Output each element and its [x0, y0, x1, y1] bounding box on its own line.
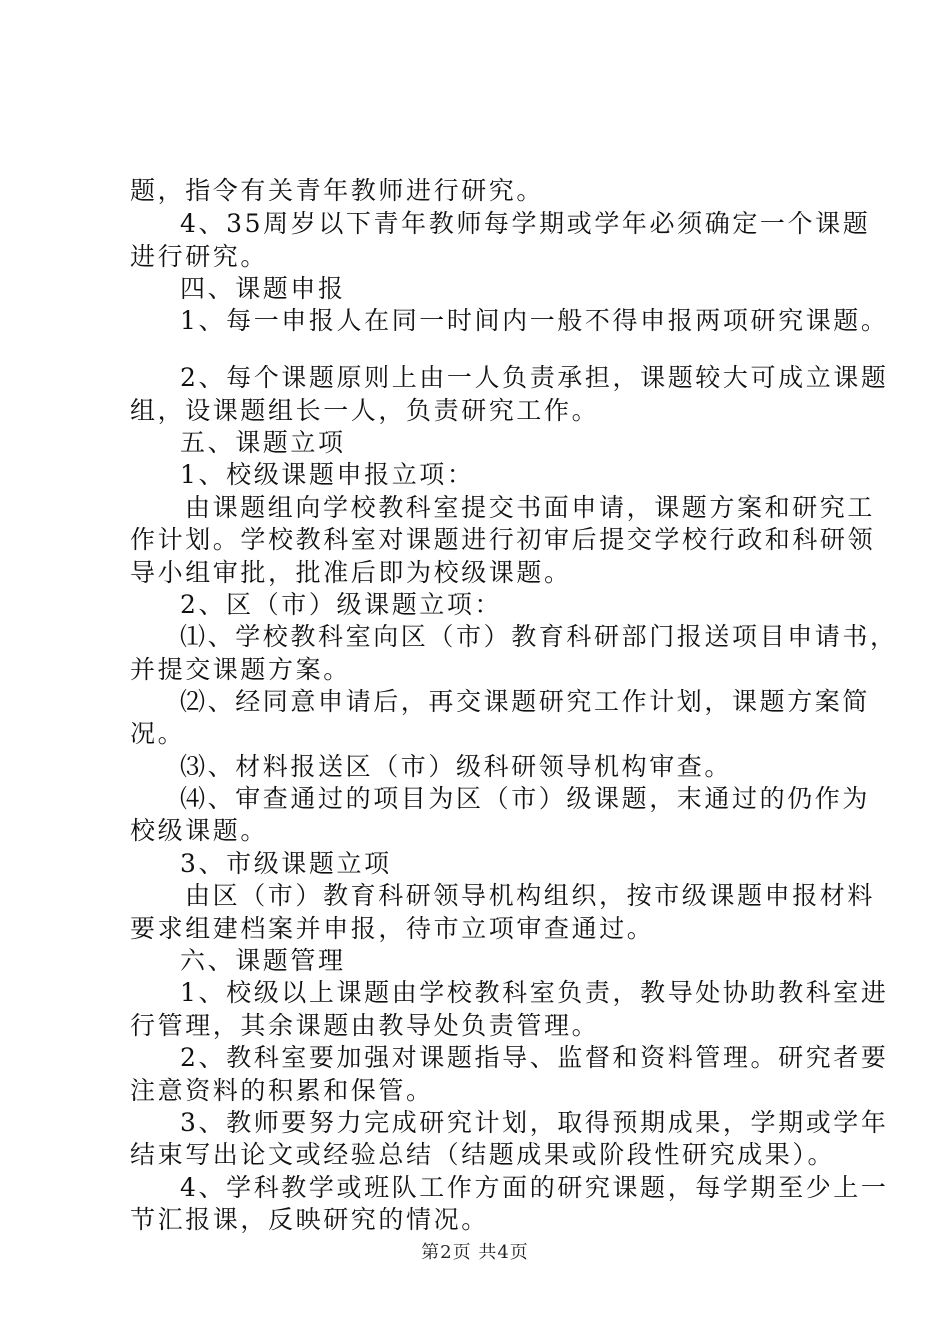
text-line: 由课题组向学校教科室提交书面申请，课题方案和研究工 — [185, 493, 876, 522]
text-line: 由区（市）教育科研领导机构组织，按市级课题申报材料 — [185, 881, 876, 910]
text-line: 行管理，其余课题由教导处负责管理。 — [130, 1011, 600, 1040]
text-line: 注意资料的积累和保管。 — [130, 1076, 434, 1105]
text-line: 结束写出论文或经验总结（结题成果或阶段性研究成果）。 — [130, 1140, 836, 1169]
text-line: ⑴、学校教科室向区（市）教育科研部门报送项目申请书， — [180, 622, 898, 651]
text-line: 3、市级课题立项 — [180, 849, 392, 878]
page-number-footer: 第2页 共4页 — [421, 1242, 529, 1263]
text-line: 3、教师要努力完成研究计划，取得预期成果，学期或学年 — [180, 1108, 889, 1137]
text-line: 2、教科室要加强对课题指导、监督和资料管理。研究者要 — [180, 1043, 889, 1072]
text-line: ⑵、经同意申请后，再交课题研究工作计划，课题方案简 — [180, 687, 871, 716]
text-line: 导小组审批，批准后即为校级课题。 — [130, 558, 572, 587]
text-line: 节汇报课，反映研究的情况。 — [130, 1205, 489, 1234]
text-line: 题，指令有关青年教师进行研究。 — [130, 176, 545, 205]
text-line: 4、35周岁以下青年教师每学期或学年必须确定一个课题 — [180, 209, 871, 238]
text-line: 2、区（市）级课题立项： — [180, 590, 503, 619]
text-line: 4、学科教学或班队工作方面的研究课题，每学期至少上一 — [180, 1173, 889, 1202]
text-line: ⑶、材料报送区（市）级科研领导机构审查。 — [180, 752, 733, 781]
text-line: 校级课题。 — [130, 816, 269, 845]
text-line: 组，设课题组长一人，负责研究工作。 — [130, 396, 600, 425]
text-line: 要求组建档案并申报，待市立项审查通过。 — [130, 914, 655, 943]
text-line: 作计划。学校教科室对课题进行初审后提交学校行政和科研领 — [130, 525, 876, 554]
text-line: 并提交课题方案。 — [130, 655, 351, 684]
section-heading: 六、课题管理 — [180, 946, 346, 975]
text-line: ⑷、审查通过的项目为区（市）级课题，末通过的仍作为 — [180, 784, 871, 813]
text-line: 1、校级课题申报立项： — [180, 460, 475, 489]
section-heading: 四、课题申报 — [180, 274, 346, 303]
text-line: 况。 — [130, 719, 186, 748]
text-line: 2、每个课题原则上由一人负责承担，课题较大可成立课题 — [180, 363, 889, 392]
text-line: 1、每一申报人在同一时间内一般不得申报两项研究课题。 — [180, 306, 889, 335]
text-line: 1、校级以上课题由学校教科室负责，教导处协助教科室进 — [180, 978, 889, 1007]
section-heading: 五、课题立项 — [180, 428, 346, 457]
text-line: 进行研究。 — [130, 242, 269, 271]
